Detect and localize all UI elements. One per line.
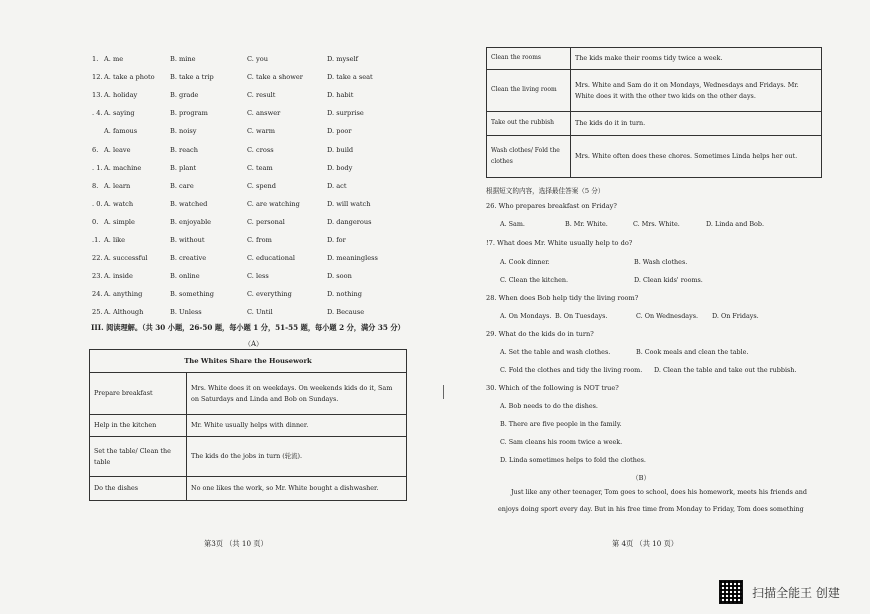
- question-number: . 1.: [92, 163, 103, 172]
- option-d: D. On Fridays.: [712, 312, 759, 320]
- option-row: [0, 236, 440, 254]
- option-c: C. take a shower: [247, 73, 303, 82]
- table-row: [487, 112, 822, 136]
- option-a: A. Set the table and wash clothes.: [500, 348, 611, 356]
- instruction: 根据短文的内容，选择最佳答案（5 分）: [486, 187, 605, 195]
- passage-text: Just like any other teenager, Tom goes to school, does his homework, meets his friends and: [511, 488, 807, 496]
- option-b: B. care: [170, 181, 194, 190]
- chore-cell: Help in the kitchen: [90, 415, 187, 437]
- option-row: [0, 254, 440, 272]
- passage-b-label: （B）: [632, 474, 651, 482]
- option-c: C. Sam cleans his room twice a week.: [500, 438, 623, 446]
- option-c: C. warm: [247, 127, 275, 136]
- option-a: A. watch: [104, 199, 134, 208]
- option-row: [0, 272, 440, 290]
- passage-a-label: （A）: [244, 340, 264, 348]
- option-c: C. are watching: [247, 199, 300, 208]
- question-stem: !7. What does Mr. White usually help to do?: [486, 239, 633, 247]
- option-b: B. without: [170, 236, 205, 244]
- who-cell: The kids make their rooms tidy twice a week.: [571, 48, 822, 70]
- chore-cell: Do the dishes: [90, 477, 187, 501]
- table-row: [90, 477, 407, 501]
- who-cell: Mr. White usually helps with dinner.: [187, 415, 407, 437]
- table-row: [487, 70, 822, 112]
- option-a: A. Although: [104, 308, 144, 317]
- option-d: D. Clean the table and take out the rubbish.: [654, 366, 797, 374]
- option-row: [0, 200, 440, 218]
- option-row: [0, 55, 440, 73]
- option-b: B. grade: [170, 91, 199, 100]
- option-a: A. Sam.: [500, 220, 525, 228]
- option-a: A. simple: [104, 217, 135, 226]
- table-row: [487, 136, 822, 178]
- table-row: [487, 48, 822, 70]
- option-a: A. Bob needs to do the dishes.: [500, 402, 598, 410]
- option-d: D. meaningless: [327, 254, 378, 263]
- left-page: [0, 0, 440, 590]
- chore-cell: Wash clothes/ Fold the clothes: [487, 136, 571, 178]
- question-number: 22.: [92, 254, 103, 263]
- question-number: 6.: [92, 145, 99, 154]
- option-row: [0, 109, 440, 127]
- option-row: [0, 91, 440, 109]
- option-a: A. famous: [104, 127, 138, 136]
- option-c: C. personal: [247, 217, 285, 226]
- section-title: III. 阅读理解。（共 30 小题，26-50 题，每小题 1 分，51-55 题，每小题 2 分，满分 35 分）: [91, 323, 405, 332]
- passage-text: enjoys doing sport every day. But in his free time from Monday to Friday, Tom does something: [498, 505, 804, 513]
- option-row: [0, 290, 440, 308]
- who-cell: The kids do it in turn.: [571, 112, 822, 136]
- option-row: [0, 182, 440, 200]
- option-b: B. Cook meals and clean the table.: [636, 348, 749, 356]
- option-c: C. educational: [247, 254, 296, 263]
- option-c: C. team: [247, 163, 273, 172]
- option-d: D. act: [327, 181, 347, 190]
- option-c: C. cross: [247, 145, 274, 154]
- option-c: C. result: [247, 91, 276, 100]
- option-b: B. creative: [170, 254, 207, 263]
- qr-code-icon: [719, 580, 743, 604]
- who-cell: Mrs. White does it on weekdays. On weekends kids do it, Sam on Saturdays and Linda and Bob on Sundays.: [187, 373, 407, 415]
- option-b: B. enjoyable: [170, 217, 212, 226]
- option-a: A. holiday: [104, 91, 138, 100]
- option-b: B. Mr. White.: [565, 220, 608, 228]
- option-b: B. something: [170, 290, 215, 299]
- question-number: . 4.: [92, 109, 103, 118]
- option-d: D. soon: [327, 272, 352, 281]
- question-number: 25.: [92, 308, 103, 317]
- option-d: D. build: [327, 145, 354, 154]
- option-a: A. saying: [104, 109, 135, 118]
- option-a: A. leave: [104, 145, 131, 154]
- option-c: C. spend: [247, 181, 276, 190]
- option-c: C. from: [247, 236, 272, 244]
- option-a: A. take a photo: [104, 73, 155, 82]
- option-b: B. mine: [170, 55, 196, 63]
- who-cell: Mrs. White often does these chores. Sometimes Linda helps her out.: [571, 136, 822, 178]
- housework-table-part1: [89, 349, 407, 501]
- table-title: The Whites Share the Housework: [90, 350, 407, 373]
- option-d: D. habit: [327, 91, 354, 100]
- option-a: A. machine: [104, 163, 142, 172]
- option-row: [0, 164, 440, 182]
- option-d: D. dangerous: [327, 217, 372, 226]
- option-d: D. Clean kids' rooms.: [634, 276, 703, 284]
- option-a: A. anything: [104, 290, 143, 299]
- option-row: [0, 127, 440, 145]
- option-d: D. nothing: [327, 290, 362, 299]
- question-number: 1.: [92, 55, 99, 63]
- chore-cell: Prepare breakfast: [90, 373, 187, 415]
- option-b: B. noisy: [170, 127, 197, 136]
- option-a: A. learn: [104, 181, 131, 190]
- option-a: A. inside: [104, 272, 133, 281]
- page-footer: 第3页 （共 10 页）: [204, 539, 268, 548]
- option-b: B. online: [170, 272, 200, 281]
- watermark-text: 扫描全能王 创建: [752, 585, 840, 600]
- option-b: B. take a trip: [170, 73, 214, 82]
- table-row: [90, 415, 407, 437]
- option-c: C. Mrs. White.: [633, 220, 680, 228]
- option-c: C. Until: [247, 308, 273, 317]
- question-number: 12.: [92, 73, 103, 82]
- question-stem: 30. Which of the following is NOT true?: [486, 384, 619, 392]
- chore-cell: Set the table/ Clean the table: [90, 437, 187, 477]
- right-page: [440, 0, 870, 590]
- option-c: C. Clean the kitchen.: [500, 276, 569, 284]
- option-b: B. reach: [170, 145, 198, 154]
- question-number: 23.: [92, 272, 103, 281]
- option-c: C. you: [247, 55, 268, 63]
- question-number: 8.: [92, 181, 99, 190]
- option-c: C. Fold the clothes and tidy the living room.: [500, 366, 643, 374]
- option-d: D. body: [327, 163, 353, 172]
- option-d: D. will watch: [327, 199, 371, 208]
- option-c: C. answer: [247, 109, 281, 118]
- question-number: .1.: [92, 236, 101, 244]
- option-b: B. watched: [170, 199, 208, 208]
- scanner-watermark: [719, 580, 840, 604]
- option-d: D. Linda and Bob.: [706, 220, 765, 228]
- option-a: A. Cook dinner.: [500, 258, 550, 266]
- option-d: D. myself: [327, 55, 359, 63]
- option-d: D. Linda sometimes helps to fold the clothes.: [500, 456, 646, 464]
- question-number: 13.: [92, 91, 103, 100]
- option-a: A. On Mondays.: [500, 312, 552, 320]
- option-row: [0, 218, 440, 236]
- who-cell: The kids do the jobs in turn (轮流).: [187, 437, 407, 477]
- option-b: B. Wash clothes.: [634, 258, 688, 266]
- question-number: . 0.: [92, 199, 103, 208]
- option-a: A. like: [104, 236, 126, 244]
- option-b: B. Unless: [170, 308, 202, 317]
- option-d: D. for: [327, 236, 346, 244]
- option-d: D. take a seat: [327, 73, 373, 82]
- option-row: [0, 73, 440, 91]
- chore-cell: Take out the rubbish: [487, 112, 571, 136]
- chore-cell: Clean the living room: [487, 70, 571, 112]
- option-a: A. me: [104, 55, 124, 63]
- option-d: D. poor: [327, 127, 352, 136]
- table-row: [90, 373, 407, 415]
- question-number: 0.: [92, 217, 99, 226]
- option-row: [0, 146, 440, 164]
- option-d: D. Because: [327, 308, 365, 317]
- housework-table-part2: [486, 47, 822, 178]
- who-cell: Mrs. White and Sam do it on Mondays, Wednesdays and Fridays. Mr. White does it with the other two kids on the other days.: [571, 70, 822, 112]
- option-b: B. There are five people in the family.: [500, 420, 622, 428]
- chore-cell: Clean the rooms: [487, 48, 571, 70]
- option-c: C. On Wednesdays.: [636, 312, 699, 320]
- option-d: D. surprise: [327, 109, 364, 118]
- question-stem: 26. Who prepares breakfast on Friday?: [486, 202, 617, 210]
- option-b: B. On Tuesdays.: [555, 312, 608, 320]
- who-cell: No one likes the work, so Mr. White bought a dishwasher.: [187, 477, 407, 501]
- question-stem: 29. What do the kids do in turn?: [486, 330, 594, 338]
- table-row: [90, 437, 407, 477]
- option-a: A. successful: [104, 254, 148, 263]
- option-b: B. plant: [170, 163, 197, 172]
- option-c: C. everything: [247, 290, 292, 299]
- option-c: C. less: [247, 272, 269, 281]
- page-footer: 第 4页 （共 10 页）: [612, 539, 678, 548]
- question-number: 24.: [92, 290, 103, 299]
- question-stem: 28. When does Bob help tidy the living room?: [486, 294, 639, 302]
- option-b: B. program: [170, 109, 208, 118]
